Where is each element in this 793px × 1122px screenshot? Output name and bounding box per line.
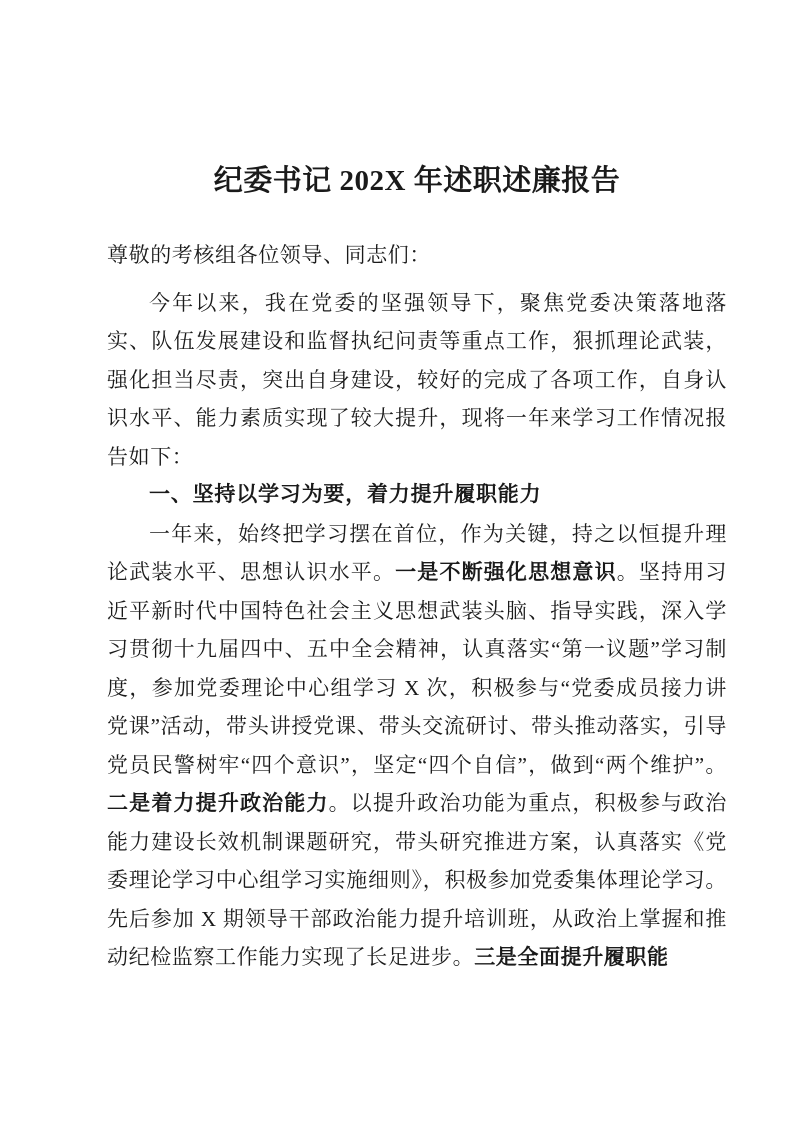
emphasis-text-run: 三是全面提升履职能	[474, 945, 669, 969]
emphasis-text-run: 一、坚持以学习为要，着力提升履职能力	[149, 483, 542, 506]
body-paragraph	[107, 284, 727, 477]
document-content	[107, 158, 727, 977]
body-paragraph	[107, 515, 727, 977]
section-heading	[107, 476, 727, 515]
emphasis-text-run: 一是不断强化思想意识	[395, 560, 617, 584]
text-run: 一年来，始终把学习摆在首位，作为关键，持之以恒提升理论武装水平、思想认识水平。	[107, 521, 727, 584]
text-run: 。坚持用习近平新时代中国特色社会主义思想武装头脑、指导实践，深入学习贯彻十九届四中、五中全会精神，认真落实“第一议题”学习制度，参加党委理论中心组学习 X 次，积极参与“党委成员接力讲党课”活动，带头讲授党课、带头交流研讨、带头推动落实，引导党员民警树牢“四个意识”，坚定“四个自信”，做到“两个维护”。	[107, 560, 727, 777]
emphasis-text-run: 二是着力提升政治能力	[107, 791, 329, 815]
salutation-line: 尊敬的考核组各位领导、同志们：	[107, 243, 431, 267]
text-run: 今年以来，我在党委的坚强领导下，聚焦党委决策落地落实、队伍发展建设和监督执纪问责等重点工作，狠抓理论武装，强化担当尽责，突出自身建设，较好的完成了各项工作，自身认识水平、能力素质实现了较大提升，现将一年来学习工作情况报告如下：	[107, 290, 727, 469]
document-body	[107, 284, 727, 977]
document-title: 纪委书记 202X 年述职述廉报告	[213, 165, 621, 197]
text-run: 。以提升政治功能为重点，积极参与政治能力建设长效机制课题研究，带头研究推进方案，认真落实《党委理论学习中心组学习实施细则》，积极参加党委集体理论学习。先后参加 X 期领导干部政治能力提升培训班，从政治上掌握和推动纪检监察工作能力实现了长足进步。	[107, 791, 727, 969]
